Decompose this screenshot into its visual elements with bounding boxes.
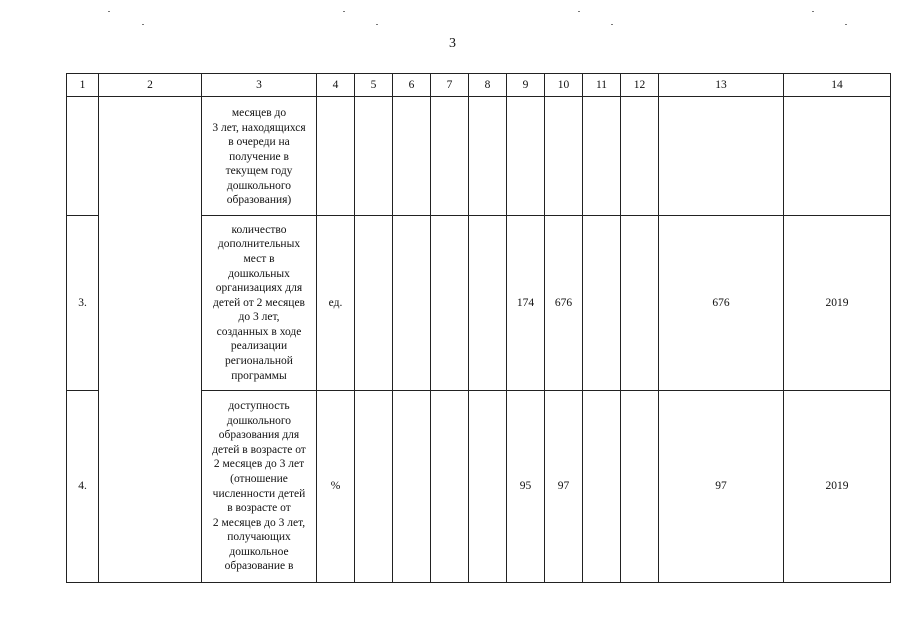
value-cell-11 — [583, 97, 621, 216]
row-number: 4. — [67, 391, 99, 583]
column-header: 14 — [784, 74, 891, 97]
value-cell-7 — [431, 97, 469, 216]
column-header: 2 — [99, 74, 202, 97]
value-cell-5 — [355, 97, 393, 216]
column-header: 7 — [431, 74, 469, 97]
table-row — [67, 97, 891, 216]
column-header: 9 — [507, 74, 545, 97]
indicator-table — [66, 73, 891, 583]
column-header: 1 — [67, 74, 99, 97]
column-header: 8 — [469, 74, 507, 97]
indicator-description: количество дополнительных мест в дошкольных организациях для детей от 2 месяцев до 3 лет, созданных в ходе реализации региональной программы — [202, 216, 317, 391]
row-number: 3. — [67, 216, 99, 391]
indicator-description: месяцев до 3 лет, находящихся в очереди на получение в текущем году дошкольного образования) — [202, 97, 317, 216]
value-cell-8 — [469, 391, 507, 583]
indicator-description: доступность дошкольного образования для детей в возрасте от 2 месяцев до 3 лет (отношение численности детей в возрасте от 2 месяцев до 3 лет, получающих дошкольное образование в — [202, 391, 317, 583]
column-header: 4 — [317, 74, 355, 97]
value-cell-12 — [621, 391, 659, 583]
value-cell-11 — [583, 391, 621, 583]
value-cell-6 — [393, 391, 431, 583]
value-cell-8 — [469, 97, 507, 216]
value-cell-7 — [431, 216, 469, 391]
value-cell-9: 95 — [507, 391, 545, 583]
value-cell-9 — [507, 97, 545, 216]
unit-cell — [317, 97, 355, 216]
unit-cell: % — [317, 391, 355, 583]
value-cell-6 — [393, 97, 431, 216]
row-number — [67, 97, 99, 216]
value-cell-9: 174 — [507, 216, 545, 391]
scan-speck — [376, 24, 378, 25]
column-2-merged-cell — [99, 97, 202, 583]
unit-cell: ед. — [317, 216, 355, 391]
column-header: 11 — [583, 74, 621, 97]
value-cell-13: 676 — [659, 216, 784, 391]
scan-speck — [142, 24, 144, 25]
value-cell-12 — [621, 97, 659, 216]
scan-speck — [578, 11, 580, 12]
value-cell-14: 2019 — [784, 216, 891, 391]
column-header: 10 — [545, 74, 583, 97]
value-cell-13 — [659, 97, 784, 216]
column-header: 13 — [659, 74, 784, 97]
scan-speck — [108, 11, 110, 12]
scan-speck — [845, 24, 847, 25]
value-cell-12 — [621, 216, 659, 391]
value-cell-7 — [431, 391, 469, 583]
value-cell-6 — [393, 216, 431, 391]
value-cell-5 — [355, 391, 393, 583]
column-header: 3 — [202, 74, 317, 97]
page-number: 3 — [449, 36, 456, 51]
scan-speck — [611, 24, 613, 25]
value-cell-10: 676 — [545, 216, 583, 391]
value-cell-10: 97 — [545, 391, 583, 583]
value-cell-13: 97 — [659, 391, 784, 583]
scan-speck — [812, 11, 814, 12]
header-row — [67, 74, 891, 97]
column-header: 12 — [621, 74, 659, 97]
value-cell-11 — [583, 216, 621, 391]
value-cell-14 — [784, 97, 891, 216]
column-header: 6 — [393, 74, 431, 97]
scan-speck — [343, 11, 345, 12]
value-cell-10 — [545, 97, 583, 216]
value-cell-5 — [355, 216, 393, 391]
column-header: 5 — [355, 74, 393, 97]
value-cell-8 — [469, 216, 507, 391]
value-cell-14: 2019 — [784, 391, 891, 583]
